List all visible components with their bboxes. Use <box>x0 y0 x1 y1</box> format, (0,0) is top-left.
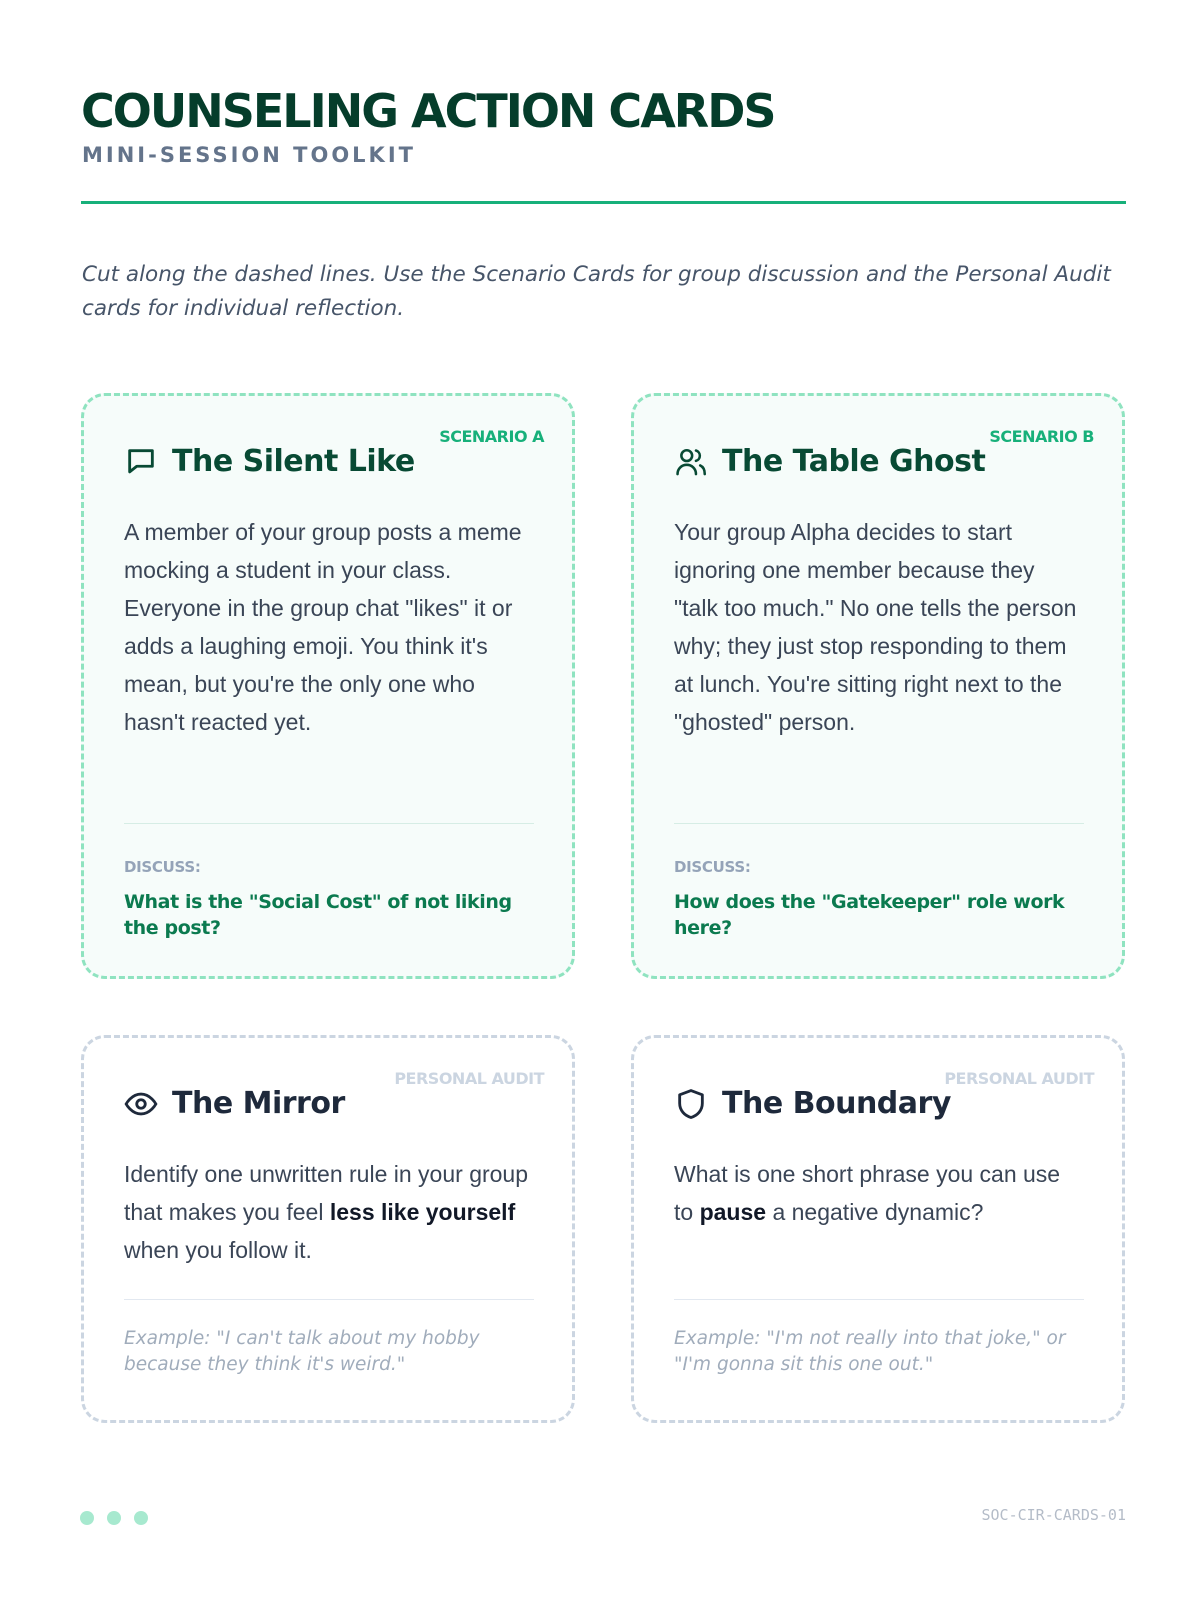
footer-dot <box>80 1511 94 1525</box>
card-title: The Silent Like <box>172 444 415 479</box>
card-body-text: a negative dynamic? <box>766 1199 984 1225</box>
card-divider <box>674 823 1084 824</box>
card-body <box>674 1155 1084 1231</box>
page-title: COUNSELING ACTION CARDS <box>81 84 775 138</box>
card-body: Your group Alpha decides to start ignoring one member because they "talk too much." No one tells the person why; they just stop responding to them at lunch. You're sitting right next to the "ghosted" person. <box>674 519 1077 735</box>
document-code: SOC-CIR-CARDS-01 <box>981 1506 1126 1524</box>
card-body-emphasis: pause <box>699 1199 767 1225</box>
discuss-question: How does the "Gatekeeper" role work here? <box>674 891 1065 939</box>
footer-dots <box>80 1511 148 1525</box>
card-body-emphasis: less like yourself <box>329 1199 516 1225</box>
card-divider <box>124 1299 534 1300</box>
card-body: A member of your group posts a meme mocking a student in your class. Everyone in the group chat "likes" it or adds a laughing emoji. You think it's mean, but you're the only one who hasn't reacted yet. <box>124 519 522 735</box>
footer-dot <box>134 1511 148 1525</box>
page-subtitle: MINI-SESSION TOOLKIT <box>82 143 416 167</box>
users-icon <box>674 445 708 479</box>
card-tag: PERSONAL AUDIT <box>944 1069 1094 1088</box>
discuss-label: DISCUSS: <box>674 858 751 876</box>
chat-bubble-icon <box>124 445 158 479</box>
card-example: Example: "I can't talk about my hobby because they think it's weird." <box>124 1328 480 1375</box>
card-header <box>124 1086 345 1121</box>
audit-card-mirror <box>81 1035 575 1423</box>
audit-card-boundary <box>631 1035 1125 1423</box>
intro-instructions: Cut along the dashed lines. Use the Scenario Cards for group discussion and the Personal Audit cards for individual reflection. <box>82 262 1111 321</box>
card-body-text: when you follow it. <box>124 1237 312 1263</box>
card-tag: SCENARIO B <box>989 427 1094 446</box>
card-title: The Table Ghost <box>722 444 986 479</box>
footer-dot <box>107 1511 121 1525</box>
scenario-card-silent-like <box>81 393 575 979</box>
card-body-text: What is one short phrase you can use to <box>674 1161 1061 1225</box>
card-body-text: Identify one unwritten rule in your group that makes you feel <box>124 1161 529 1225</box>
card-title: The Mirror <box>172 1086 345 1121</box>
card-example: Example: "I'm not really into that joke," or "I'm gonna sit this one out." <box>674 1328 1066 1375</box>
card-header <box>674 1086 951 1121</box>
scenario-card-table-ghost <box>631 393 1125 979</box>
discuss-question: What is the "Social Cost" of not liking the post? <box>124 891 512 939</box>
discuss-label: DISCUSS: <box>124 858 201 876</box>
card-divider <box>674 1299 1084 1300</box>
card-tag: SCENARIO A <box>439 427 544 446</box>
card-body <box>124 1155 534 1269</box>
card-header <box>124 444 415 479</box>
shield-icon <box>674 1087 708 1121</box>
card-title: The Boundary <box>722 1086 951 1121</box>
header-divider <box>81 201 1126 204</box>
card-header <box>674 444 985 479</box>
eye-icon <box>124 1087 158 1121</box>
card-divider <box>124 823 534 824</box>
card-tag: PERSONAL AUDIT <box>394 1069 544 1088</box>
